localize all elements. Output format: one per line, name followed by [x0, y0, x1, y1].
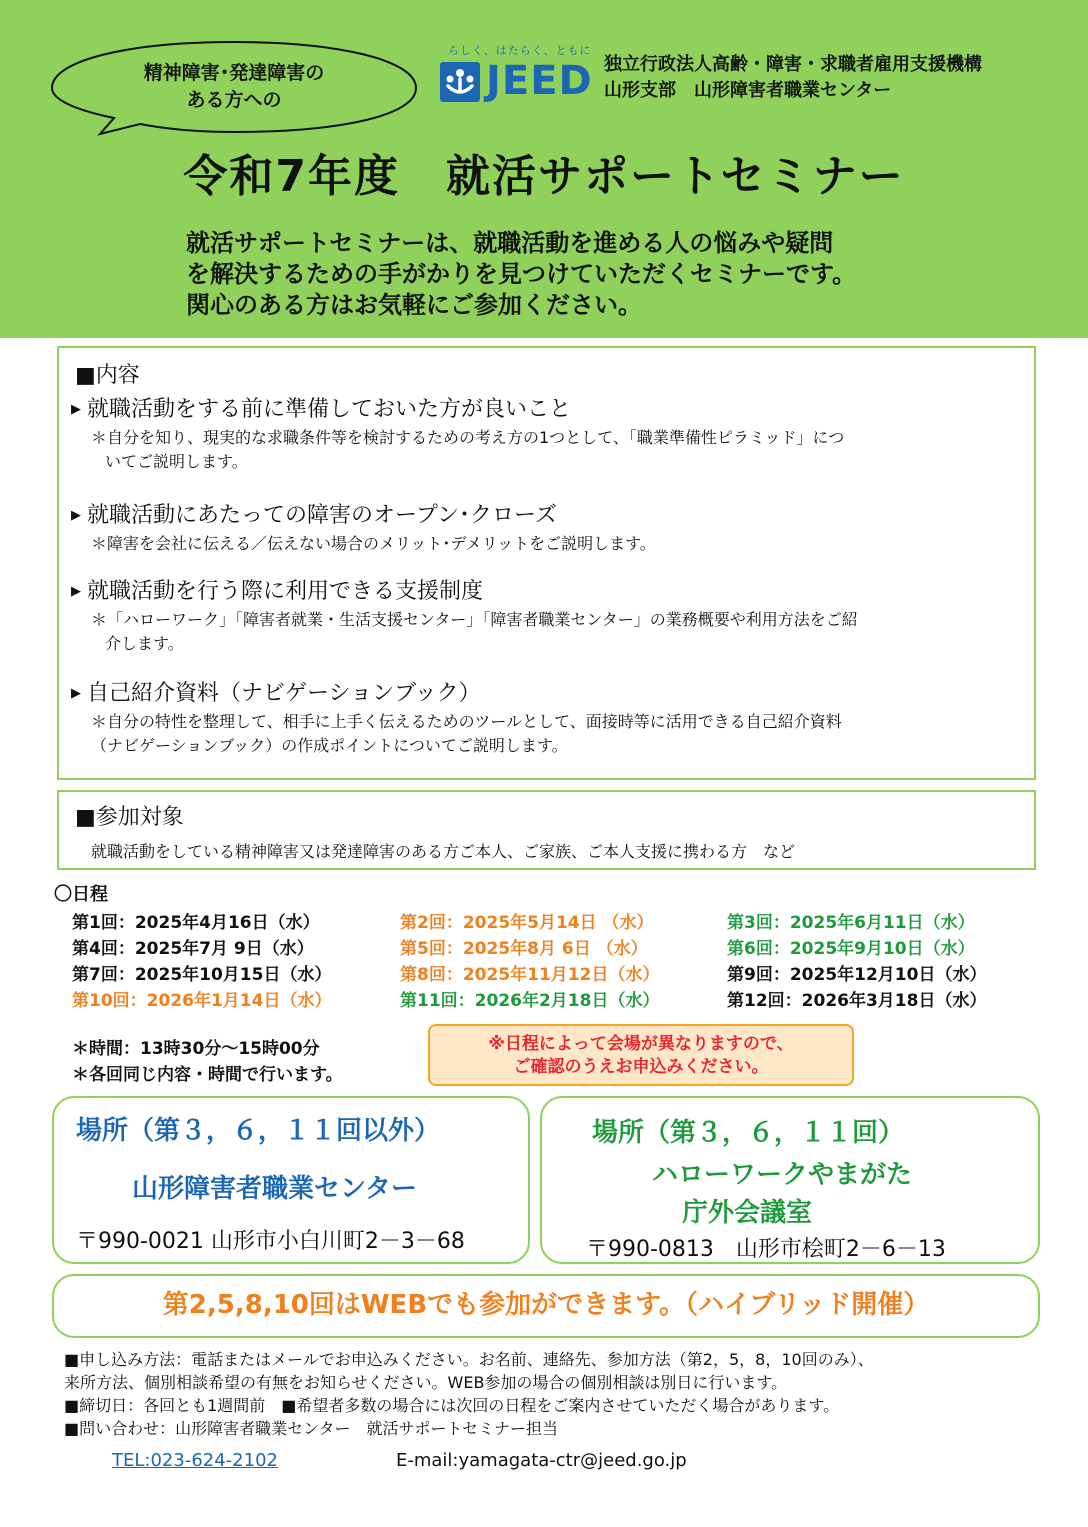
schedule-cell: 第12回：2026年3月18日（水） [727, 991, 987, 1011]
content-item-1 [71, 392, 571, 423]
venue-name-line-2: 庁外会議室 [682, 1198, 813, 1228]
venue-name-line-1: ハローワークやまがた [652, 1160, 913, 1190]
hybrid-notice: 第2,5,8,10回はWEBでも参加ができます。（ハイブリッド開催） [52, 1274, 1040, 1338]
same-content-note: ＊各回同じ内容・時間で行います。 [72, 1065, 343, 1085]
logo-tagline: らしく、はたらく、ともに [448, 44, 592, 57]
schedule-cell: 第4回：2025年7月 9日（水） [72, 939, 314, 959]
time-note: ＊時間：13時30分～15時00分 [72, 1039, 320, 1059]
note-line: ＊障害を会社に伝える／伝えない場合のメリット･デメリットをご説明します。 [91, 534, 656, 553]
bubble-line-1: 精神障害･発達障害の [143, 62, 325, 84]
header-banner [0, 0, 1088, 338]
footer-info [64, 1348, 1044, 1440]
schedule-row [72, 960, 1072, 986]
content-item-title: 就職活動をする前に準備しておいた方が良いこと [87, 397, 572, 422]
content-item-note [91, 710, 842, 758]
bubble-line-2: ある方への [186, 89, 282, 111]
schedule-cell: 第7回：2025年10月15日（水） [72, 965, 332, 985]
venue-title: 場所（第３，６，１１回以外） [76, 1116, 441, 1146]
triangle-bullet-icon: ▶ [71, 508, 81, 523]
intro-line-3: 関心のある方はお気軽にご参加ください。 [186, 291, 642, 319]
content-item-title: 自己紹介資料（ナビゲーションブック） [87, 681, 481, 706]
page-title: 令和7年度 就活サポートセミナー [183, 151, 905, 202]
triangle-bullet-icon: ▶ [71, 402, 81, 417]
schedule-cell: 第10回：2026年1月14日（水） [72, 991, 332, 1011]
note-line: ＊自分を知り、現実的な求職条件等を検討するための考え方の1つとして、「職業準備性ピラミッド」につ [91, 428, 845, 447]
triangle-bullet-icon: ▶ [71, 584, 81, 599]
content-item-4 [71, 676, 481, 707]
schedule-cell: 第11回：2026年2月18日（水） [400, 991, 660, 1011]
org-name: 独立行政法人高齢・障害・求職者雇用支援機構 [604, 54, 982, 75]
warning-line-2: ご確認のうえお申込みください。 [513, 1057, 769, 1077]
schedule-title: 〇日程 [54, 884, 108, 905]
target-section [57, 790, 1036, 870]
footer-line: 来所方法、個別相談希望の有無をお知らせください。WEB参加の場合の個別相談は別日に行います。 [64, 1373, 788, 1392]
target-text: 就職活動をしている精神障害又は発達障害のある方ご本人、ご家族、ご本人支援に携わる方 など [91, 842, 796, 861]
venue-warning-box [428, 1024, 854, 1086]
venue-address: 〒990-0021 山形市小白川町2－3－68 [76, 1229, 465, 1254]
note-line: 介します。 [105, 634, 184, 653]
schedule-cell: 第8回：2025年11月12日（水） [400, 965, 660, 985]
content-section [57, 346, 1036, 780]
logo-text: JEED [486, 58, 593, 104]
speech-bubble [48, 38, 420, 136]
note-line: ＊「ハローワーク」「障害者就業・生活支援センター」「障害者職業センター」の業務概要や利用方法をご紹 [91, 610, 858, 629]
note-line: （ナビゲーションブック）の作成ポイントについてご説明します。 [91, 736, 568, 755]
schedule-cell: 第6回：2025年9月10日（水） [727, 939, 975, 959]
org-branch: 山形支部 山形障害者職業センター [604, 80, 892, 101]
content-item-title: 就職活動を行う際に利用できる支援制度 [87, 579, 484, 604]
bubble-text [98, 60, 370, 114]
content-item-3 [71, 574, 483, 605]
footer-line: ■締切日：各回とも1週間前 ■希望者多数の場合には次回の日程をご案内させていただく場合があります。 [64, 1396, 840, 1415]
intro-text [186, 228, 856, 321]
schedule-cell: 第1回：2025年4月16日（水） [72, 913, 320, 933]
schedule-table [72, 908, 1072, 1012]
schedule-cell: 第3回：2025年6月11日（水） [727, 913, 975, 933]
footer-line: ■申し込み方法：電話またはメールでお申込みください。お名前、連絡先、参加方法（第2，5，8，10回のみ）、 [64, 1350, 874, 1369]
content-item-title: 就職活動にあたっての障害のオープン･クローズ [87, 503, 557, 528]
venue-card-main [52, 1096, 530, 1264]
venue-address: 〒990-0813 山形市桧町2－6－13 [586, 1237, 946, 1262]
note-line: いてご説明します。 [105, 452, 248, 471]
schedule-cell: 第5回：2025年8月 6日 （水） [400, 939, 648, 959]
email-address[interactable]: E-mail:yamagata-ctr@jeed.go.jp [396, 1450, 687, 1471]
jeed-logo-icon [440, 62, 480, 102]
phone-link[interactable]: TEL:023-624-2102 [112, 1450, 278, 1471]
triangle-bullet-icon: ▶ [71, 686, 81, 701]
schedule-cell: 第2回：2025年5月14日 （水） [400, 913, 654, 933]
schedule-cell: 第9回：2025年12月10日（水） [727, 965, 987, 985]
schedule-row [72, 986, 1072, 1012]
venue-title: 場所（第３，６，１１回） [592, 1118, 905, 1148]
schedule-row [72, 934, 1072, 960]
intro-line-2: を解決するための手がかりを見つけていただくセミナーです。 [186, 260, 857, 288]
note-line: ＊自分の特性を整理して、相手に上手く伝えるためのツールとして、面接時等に活用できる自己紹介資料 [91, 712, 842, 731]
schedule-row [72, 908, 1072, 934]
intro-line-1: 就活サポートセミナーは、就職活動を進める人の悩みや疑問 [186, 229, 834, 257]
content-item-2 [71, 498, 557, 529]
content-item-note [91, 532, 656, 556]
warning-line-1: ※日程によって会場が異なりますので、 [488, 1034, 794, 1054]
content-item-note [91, 426, 844, 474]
content-heading: ■内容 [75, 363, 140, 388]
footer-line: ■問い合わせ：山形障害者職業センター 就活サポートセミナー担当 [64, 1419, 558, 1438]
target-heading: ■参加対象 [75, 805, 184, 830]
venue-card-hellowork [540, 1096, 1040, 1264]
content-item-note [91, 608, 858, 656]
venue-name: 山形障害者職業センター [132, 1174, 417, 1204]
